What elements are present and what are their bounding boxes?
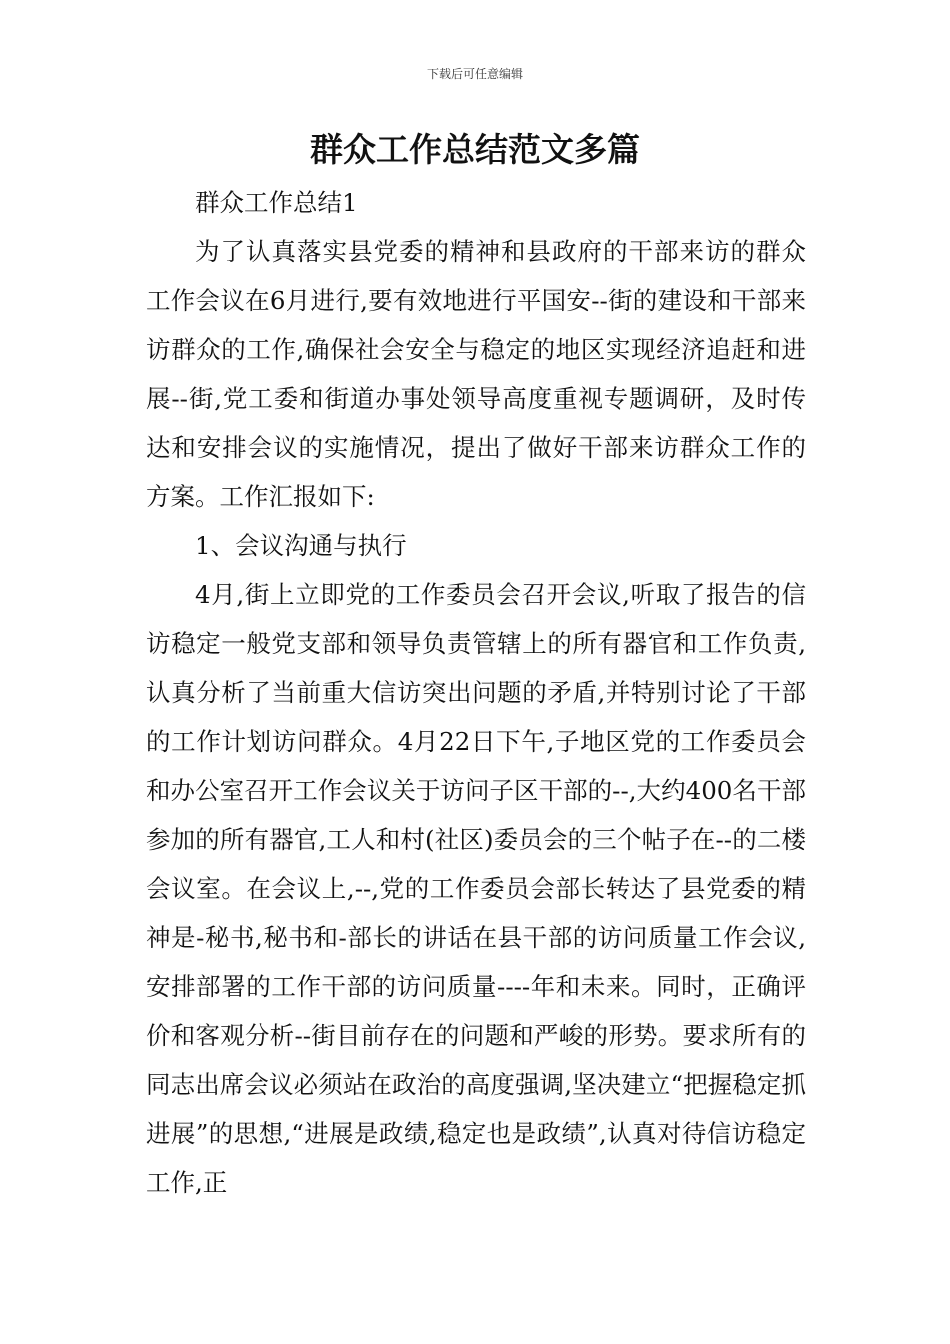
- body-paragraph: 4月,街上立即党的工作委员会召开会议,听取了报告的信访稳定一般党支部和领导负责管辖上的所有器官和工作负责,认真分析了当前重大信访突出问题的矛盾,并特别讨论了干部的工作计划访问群众。4月22日下午,子地区党的工作委员会和办公室召开工作会议关于访问子区干部的--,大约400名干部参加的所有器官,工人和村(社区)委员会的三个帖子在--的二楼会议室。在会议上,--,党的工作委员会部长转达了县党委的精神是-秘书,秘书和-部长的讲话在县干部的访问质量工作会议,安排部署的工作干部的访问质量----年和未来。同时，正确评价和客观分析--街目前存在的问题和严峻的形势。要求所有的同志出席会议必须站在政治的高度强调,坚决建立“把握稳定抓进展”的思想,“进展是政绩,稳定也是政绩”,认真对待信访稳定工作,正: [146, 580, 806, 1197]
- subsection-heading: 1、会议沟通与执行: [195, 531, 407, 560]
- section-heading-1: 群众工作总结1: [195, 188, 358, 217]
- document-body: [146, 178, 806, 1207]
- header-note: 下载后可任意编辑: [426, 67, 523, 81]
- document-title: 群众工作总结范文多篇: [310, 130, 640, 169]
- body-paragraph: 为了认真落实县党委的精神和县政府的干部来访的群众工作会议在6月进行,要有效地进行平国安--街的建设和干部来访群众的工作,确保社会安全与稳定的地区实现经济追赶和进展--街,党工委和街道办事处领导高度重视专题调研，及时传达和安排会议的实施情况，提出了做好干部来访群众工作的方案。工作汇报如下:: [146, 237, 806, 511]
